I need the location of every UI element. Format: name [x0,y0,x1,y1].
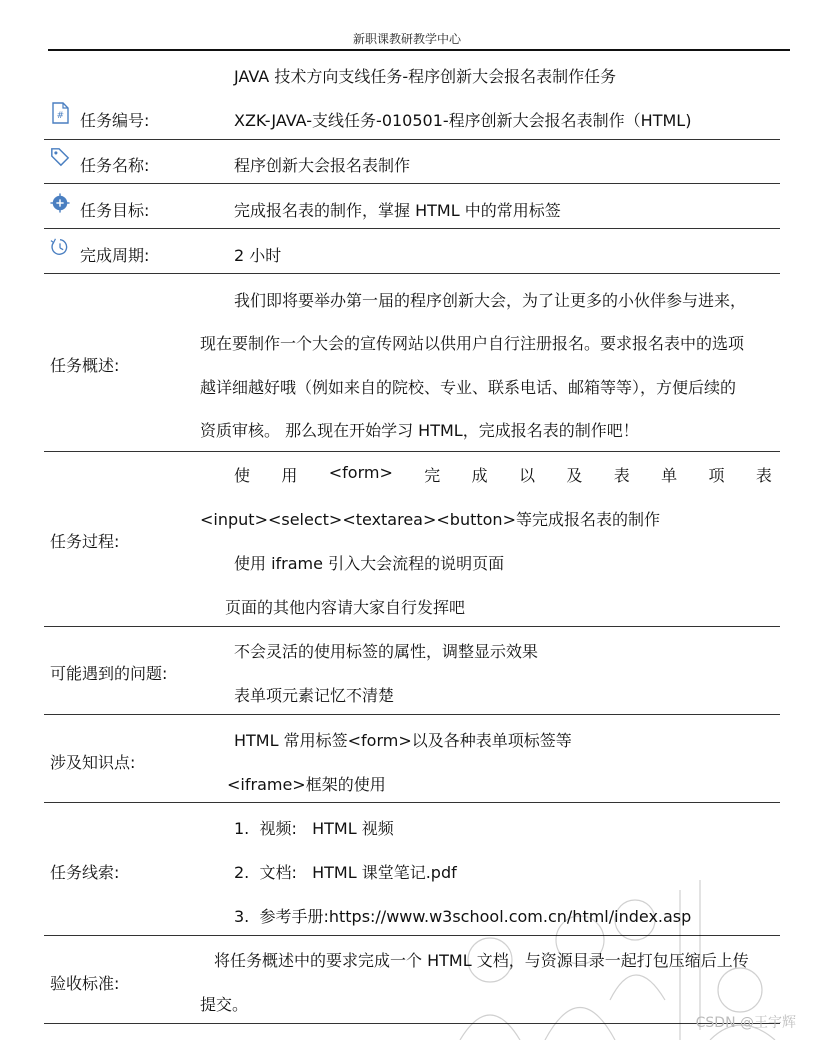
row-divider [44,228,780,229]
clue-num: 2. [234,863,250,882]
clue-value: HTML 课堂笔记.pdf [312,863,457,882]
clue-num: 3. [234,907,250,926]
row-divider [44,714,780,715]
task-direction: JAVA 技术方向支线任务-程序创新大会报名表制作任务 [234,67,617,86]
problems-line-2: 表单项元素记忆不清楚 [234,686,395,705]
clue-kind: 参考手册: [259,907,329,926]
knowledge-label: 涉及知识点: [50,753,136,772]
process-line-2: <input><select><textarea><button>等完成报名表的制作 [200,510,660,529]
target-icon [50,192,70,214]
process-word: 单 [661,466,678,485]
problems-label: 可能遇到的问题: [50,664,168,683]
task-goal-value: 完成报名表的制作，掌握 HTML 中的常用标签 [234,201,561,220]
period-label: 完成周期: [80,246,150,265]
overview-line: 资质审核。 那么现在开始学习 HTML，完成报名表的制作吧！ [200,421,639,440]
process-word: 表 [755,466,772,485]
process-word: 表 [613,466,630,485]
task-name-value: 程序创新大会报名表制作 [234,156,411,175]
clue-num: 1. [234,819,250,838]
process-word: 项 [708,466,725,485]
row-divider [44,451,780,452]
row-divider [44,183,780,184]
overview-line: 我们即将要举办第一届的程序创新大会，为了让更多的小伙伴参与进来， [234,291,747,310]
knowledge-line-1: HTML 常用标签<form>以及各种表单项标签等 [234,731,572,750]
knowledge-line-2: <iframe>框架的使用 [227,775,386,794]
clue-item [234,816,394,839]
clue-kind: 视频: [259,819,297,838]
header-rule [48,49,790,51]
row-divider [44,802,780,803]
clues-label: 任务线索: [50,863,120,882]
acceptance-label: 验收标准: [50,974,120,993]
process-word: 以 [518,466,535,485]
csdn-watermark: CSDN @王宇辉 [695,1015,796,1031]
tag-icon [50,146,70,168]
page-header-org: 新职课教研教学中心 [352,32,461,46]
overview-label: 任务概述: [50,356,120,375]
clue-value-link[interactable]: https://www.w3school.com.cn/html/index.asp [328,907,692,926]
overview-line: 现在要制作一个大会的宣传网站以供用户自行注册报名。要求报名表中的选项 [200,334,745,353]
svg-text:#: # [56,111,65,121]
task-name-label: 任务名称: [80,156,150,175]
problems-line-1: 不会灵活的使用标签的属性，调整显示效果 [234,642,539,661]
process-word: 及 [566,466,583,485]
document-hash-icon [50,102,70,124]
process-line-1 [234,463,772,486]
period-value: 2 小时 [234,246,282,265]
process-word: <form> [328,463,393,482]
clue-value: HTML 视频 [312,819,394,838]
overview-line: 越详细越好哦（例如来自的院校、专业、联系电话、邮箱等等），方便后续的 [200,378,737,397]
process-line-3: 使用 iframe 引入大会流程的说明页面 [234,554,505,573]
acceptance-line-1: 将任务概述中的要求完成一个 HTML 文档，与资源目录一起打包压缩后上传 [214,951,749,970]
task-id-label: 任务编号: [80,111,150,130]
process-word: 完 [424,466,441,485]
clock-icon [50,236,70,258]
process-word: 成 [471,466,488,485]
task-id-value: XZK-JAVA-支线任务-010501-程序创新大会报名表制作（HTML) [234,111,692,130]
row-divider [44,139,780,140]
process-line-4: 页面的其他内容请大家自行发挥吧 [225,598,466,617]
task-goal-label: 任务目标: [80,201,150,220]
process-word: 用 [281,466,298,485]
row-divider [44,626,780,627]
row-divider [44,273,780,274]
clue-kind: 文档: [259,863,297,882]
acceptance-line-2: 提交。 [200,995,249,1014]
process-label: 任务过程: [50,532,120,551]
process-word: 使 [234,466,251,485]
